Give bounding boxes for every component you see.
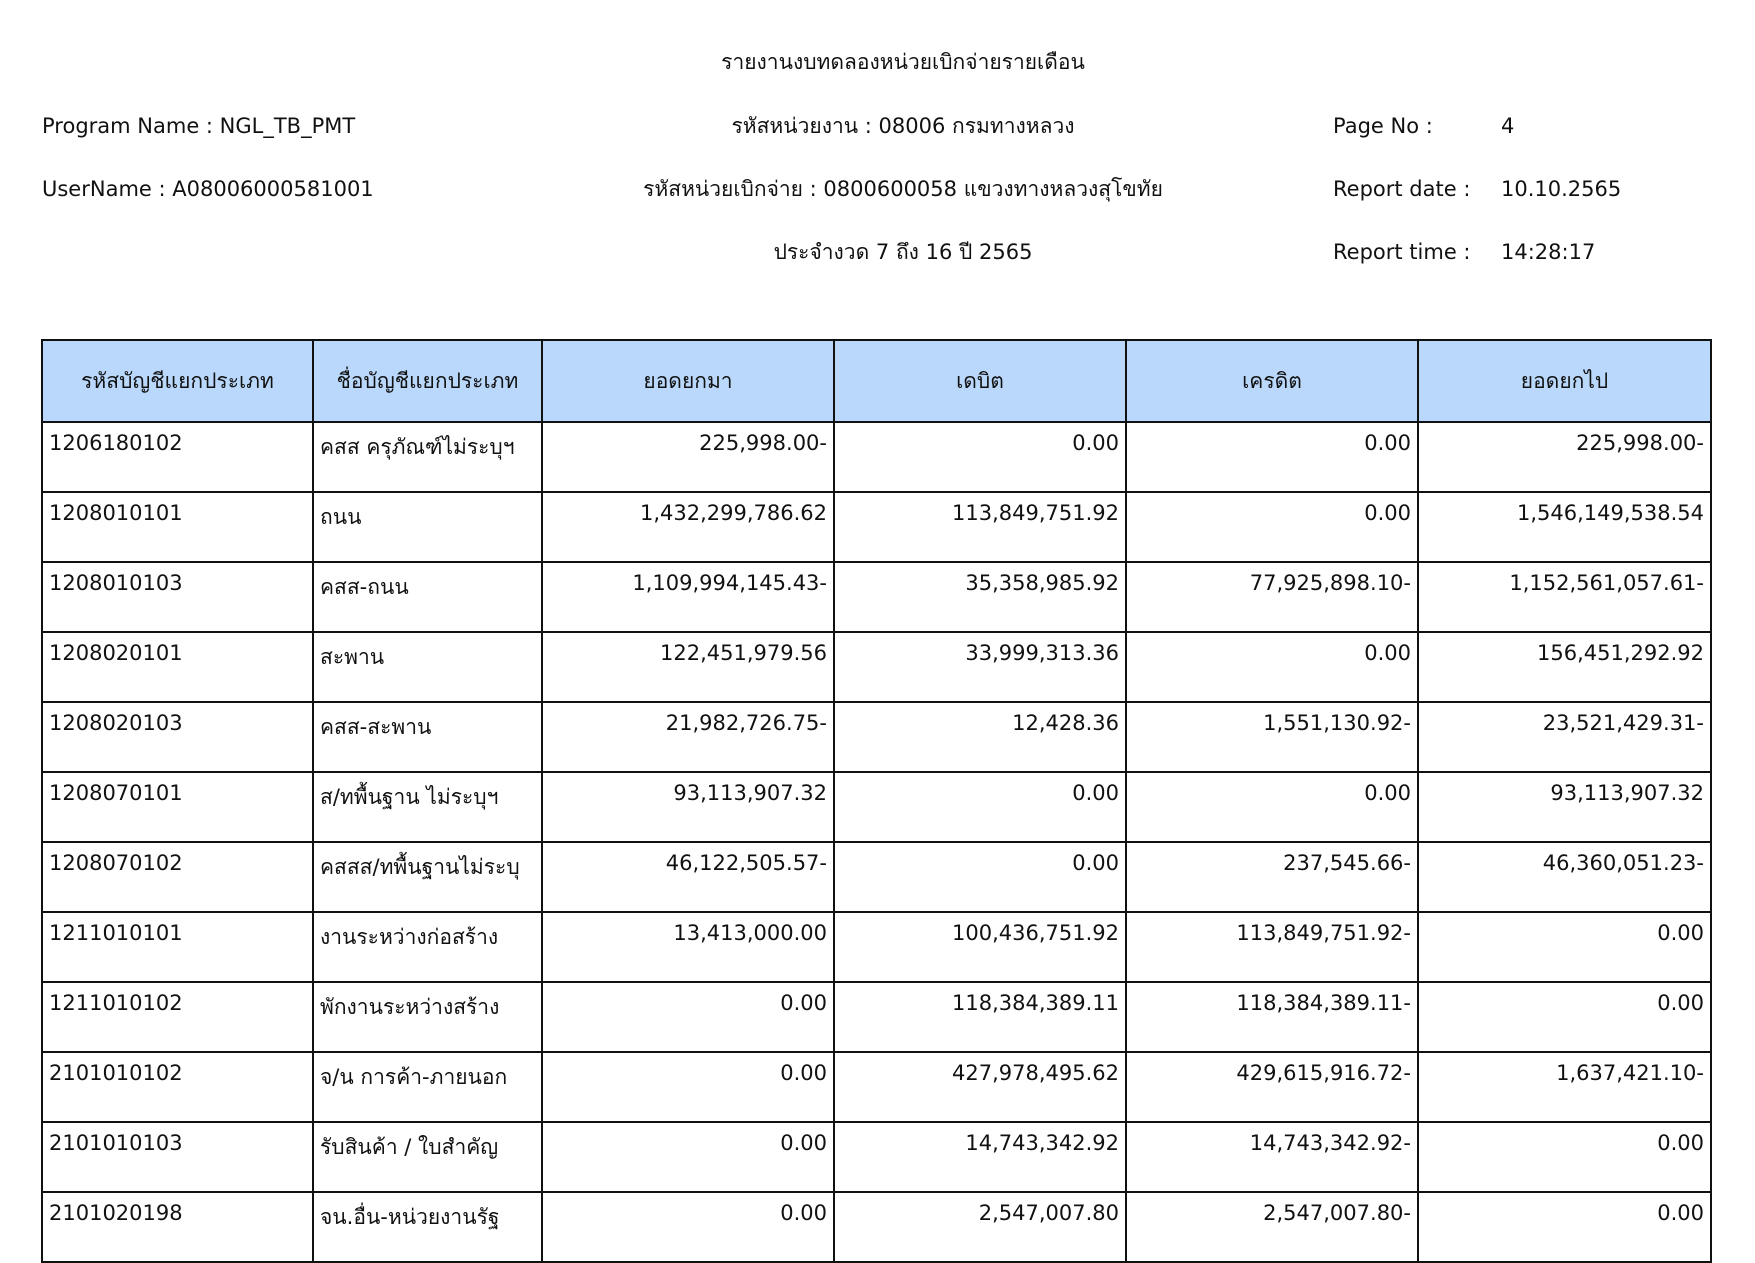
table-row — [42, 702, 1711, 772]
table-row — [42, 562, 1711, 632]
cell-opening-balance: 1,432,299,786.62 — [542, 492, 834, 562]
cell-credit: 429,615,916.72- — [1126, 1052, 1418, 1122]
column-header-account-name: ชื่อบัญชีแยกประเภท — [313, 340, 542, 422]
cell-credit: 2,547,007.80- — [1126, 1192, 1418, 1262]
cell-debit: 100,436,751.92 — [834, 912, 1126, 982]
cell-account-name: คสส ครุภัณฑ์ไม่ระบุฯ — [313, 422, 542, 492]
cell-debit: 12,428.36 — [834, 702, 1126, 772]
table-row — [42, 422, 1711, 492]
disbursement-unit: รหัสหน่วยเบิกจ่าย : 0800600058 แขวงทางหลวงสุโขทัย — [643, 177, 1163, 201]
cell-opening-balance: 13,413,000.00 — [542, 912, 834, 982]
cell-closing-balance: 1,546,149,538.54 — [1418, 492, 1711, 562]
cell-account-code: 2101020198 — [42, 1192, 313, 1262]
cell-account-code: 1211010101 — [42, 912, 313, 982]
cell-closing-balance: 93,113,907.32 — [1418, 772, 1711, 842]
cell-closing-balance: 225,998.00- — [1418, 422, 1711, 492]
cell-opening-balance: 0.00 — [542, 1192, 834, 1262]
table-row — [42, 492, 1711, 562]
cell-credit: 0.00 — [1126, 632, 1418, 702]
cell-credit: 77,925,898.10- — [1126, 562, 1418, 632]
column-header-debit: เดบิต — [834, 340, 1126, 422]
cell-opening-balance: 0.00 — [542, 1052, 834, 1122]
cell-account-code: 1208020101 — [42, 632, 313, 702]
cell-account-name: รับสินค้า / ใบสำคัญ — [313, 1122, 542, 1192]
cell-account-name: คสสส/ทพื้นฐานไม่ระบุ — [313, 842, 542, 912]
cell-credit: 14,743,342.92- — [1126, 1122, 1418, 1192]
cell-account-name: พักงานระหว่างสร้าง — [313, 982, 542, 1052]
table-header-row — [42, 340, 1711, 422]
cell-account-name: ถนน — [313, 492, 542, 562]
cell-debit: 0.00 — [834, 842, 1126, 912]
cell-account-name: จ/น การค้า-ภายนอก — [313, 1052, 542, 1122]
column-header-opening-balance: ยอดยกมา — [542, 340, 834, 422]
department-code: รหัสหน่วยงาน : 08006 กรมทางหลวง — [731, 114, 1075, 138]
cell-debit: 427,978,495.62 — [834, 1052, 1126, 1122]
page-no-label: Page No : — [1333, 114, 1433, 138]
cell-account-name: จน.อื่น-หน่วยงานรัฐ — [313, 1192, 542, 1262]
table-row — [42, 982, 1711, 1052]
cell-credit: 237,545.66- — [1126, 842, 1418, 912]
cell-debit: 35,358,985.92 — [834, 562, 1126, 632]
cell-account-code: 1208070102 — [42, 842, 313, 912]
cell-opening-balance: 122,451,979.56 — [542, 632, 834, 702]
cell-debit: 0.00 — [834, 422, 1126, 492]
cell-credit: 1,551,130.92- — [1126, 702, 1418, 772]
cell-credit: 0.00 — [1126, 422, 1418, 492]
cell-closing-balance: 46,360,051.23- — [1418, 842, 1711, 912]
cell-closing-balance: 0.00 — [1418, 982, 1711, 1052]
cell-account-code: 2101010103 — [42, 1122, 313, 1192]
page-no-value: 4 — [1501, 114, 1515, 138]
table-row — [42, 1192, 1711, 1262]
cell-credit: 118,384,389.11- — [1126, 982, 1418, 1052]
cell-debit: 2,547,007.80 — [834, 1192, 1126, 1262]
cell-account-code: 1208010101 — [42, 492, 313, 562]
username: UserName : A08006000581001 — [42, 177, 374, 201]
cell-closing-balance: 1,152,561,057.61- — [1418, 562, 1711, 632]
cell-opening-balance: 0.00 — [542, 1122, 834, 1192]
cell-account-code: 1208010103 — [42, 562, 313, 632]
cell-account-code: 1206180102 — [42, 422, 313, 492]
report-period: ประจำงวด 7 ถึง 16 ปี 2565 — [773, 240, 1033, 264]
report-time-value: 14:28:17 — [1501, 240, 1596, 264]
cell-account-name: ส/ทพื้นฐาน ไม่ระบุฯ — [313, 772, 542, 842]
cell-closing-balance: 0.00 — [1418, 1122, 1711, 1192]
cell-opening-balance: 0.00 — [542, 982, 834, 1052]
cell-credit: 113,849,751.92- — [1126, 912, 1418, 982]
report-title: รายงานงบทดลองหน่วยเบิกจ่ายรายเดือน — [721, 50, 1085, 74]
table-row — [42, 1052, 1711, 1122]
column-header-closing-balance: ยอดยกไป — [1418, 340, 1711, 422]
cell-account-name: งานระหว่างก่อสร้าง — [313, 912, 542, 982]
column-header-account-code: รหัสบัญชีแยกประเภท — [42, 340, 313, 422]
cell-account-code: 1208020103 — [42, 702, 313, 772]
cell-opening-balance: 1,109,994,145.43- — [542, 562, 834, 632]
cell-account-code: 1208070101 — [42, 772, 313, 842]
cell-opening-balance: 93,113,907.32 — [542, 772, 834, 842]
cell-credit: 0.00 — [1126, 772, 1418, 842]
cell-debit: 113,849,751.92 — [834, 492, 1126, 562]
cell-debit: 33,999,313.36 — [834, 632, 1126, 702]
cell-account-name: คสส-ถนน — [313, 562, 542, 632]
cell-account-name: สะพาน — [313, 632, 542, 702]
report-time-label: Report time : — [1333, 240, 1471, 264]
program-name: Program Name : NGL_TB_PMT — [42, 114, 356, 138]
cell-account-code: 1211010102 — [42, 982, 313, 1052]
cell-opening-balance: 225,998.00- — [542, 422, 834, 492]
table-row — [42, 912, 1711, 982]
cell-credit: 0.00 — [1126, 492, 1418, 562]
cell-account-code: 2101010102 — [42, 1052, 313, 1122]
cell-debit: 118,384,389.11 — [834, 982, 1126, 1052]
cell-opening-balance: 46,122,505.57- — [542, 842, 834, 912]
cell-closing-balance: 156,451,292.92 — [1418, 632, 1711, 702]
cell-closing-balance: 23,521,429.31- — [1418, 702, 1711, 772]
cell-debit: 14,743,342.92 — [834, 1122, 1126, 1192]
cell-debit: 0.00 — [834, 772, 1126, 842]
report-date-label: Report date : — [1333, 177, 1471, 201]
trial-balance-table — [41, 339, 1712, 1263]
table-row — [42, 1122, 1711, 1192]
cell-closing-balance: 0.00 — [1418, 912, 1711, 982]
column-header-credit: เครดิต — [1126, 340, 1418, 422]
cell-opening-balance: 21,982,726.75- — [542, 702, 834, 772]
cell-account-name: คสส-สะพาน — [313, 702, 542, 772]
report-date-value: 10.10.2565 — [1501, 177, 1622, 201]
table-row — [42, 772, 1711, 842]
cell-closing-balance: 1,637,421.10- — [1418, 1052, 1711, 1122]
table-row — [42, 842, 1711, 912]
cell-closing-balance: 0.00 — [1418, 1192, 1711, 1262]
table-row — [42, 632, 1711, 702]
